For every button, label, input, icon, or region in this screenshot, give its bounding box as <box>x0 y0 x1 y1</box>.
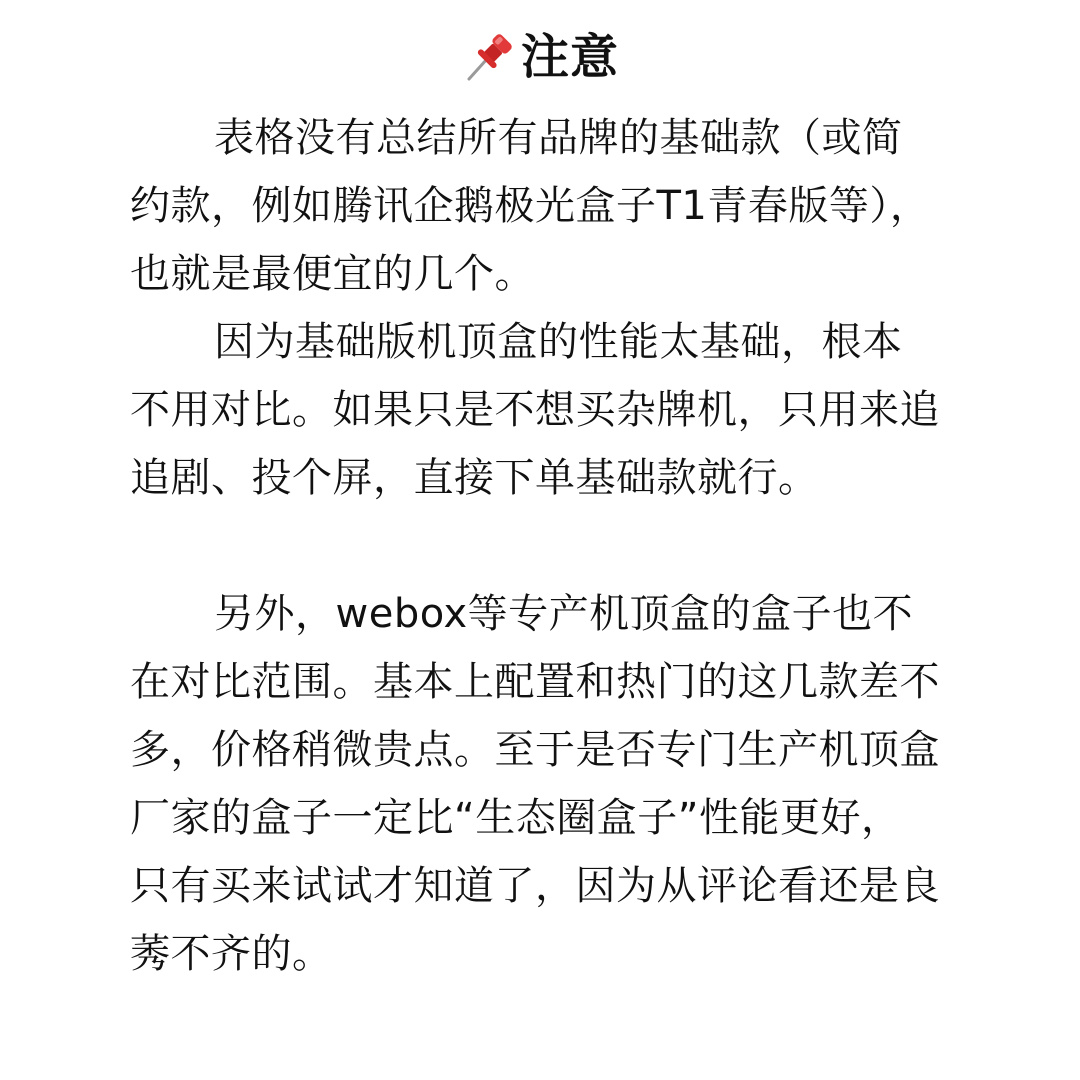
page-title: 注意 <box>520 29 619 85</box>
paragraph-basic-reason: 因为基础版机顶盒的性能太基础，根本不用对比。如果只是不想买杂牌机，只用来追追剧、投个屏，直接下单基础款就行。 <box>130 319 940 501</box>
note-body <box>130 104 940 988</box>
paragraph-basic-models: 表格没有总结所有品牌的基础款（或简约款，例如腾讯企鹅极光盒子T1青春版等），也就是最便宜的几个。 <box>130 115 931 297</box>
pushpin-icon <box>461 29 517 85</box>
paragraph-spacer <box>130 512 940 580</box>
paragraph-dedicated-boxes: 另外，webox等专产机顶盒的盒子也不在对比范围。基本上配置和热门的这几款差不多，价格稍微贵点。至于是否专门生产机顶盒厂家的盒子一定比“生态圈盒子”性能更好，只有买来试试才知道了，因为从评论看还是良莠不齐的。 <box>130 591 940 977</box>
title-row <box>0 22 1080 92</box>
